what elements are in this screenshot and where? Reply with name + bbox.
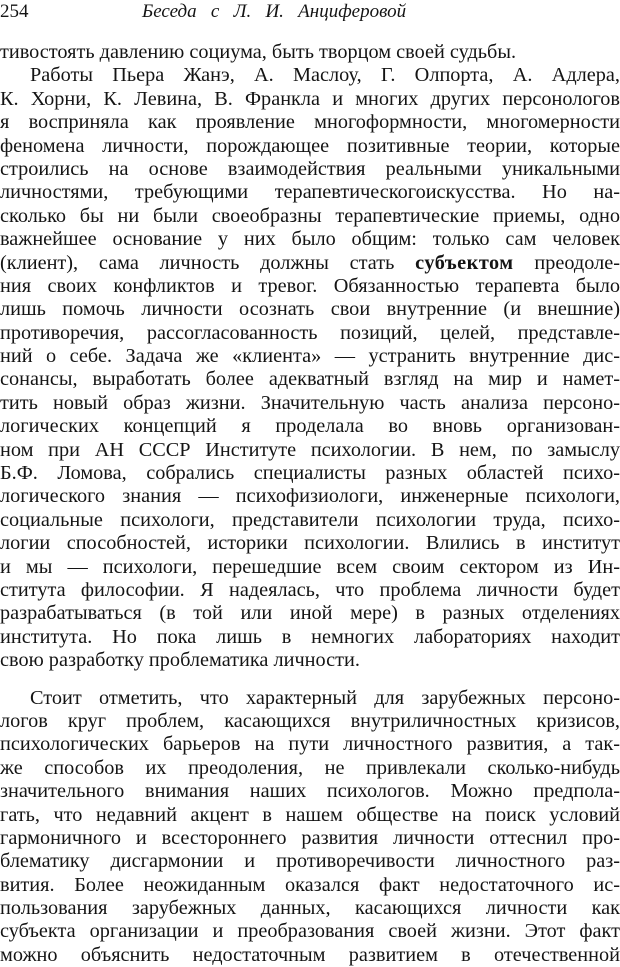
text-line: логии способностей, историки психологии. Влились в институт	[0, 532, 620, 555]
text-line: же способов их преодоления, не привлекали сколько-нибудь	[0, 756, 620, 779]
text-line: ном при АН СССР Институте психологии. В нем, по замыслу	[0, 438, 620, 461]
text-line: Б.Ф. Ломова, собрались специалисты разных областей психо-	[0, 462, 620, 485]
text-line: института. Но пока лишь в немногих лабораториях находит	[0, 625, 620, 648]
text-line: тивостоять давлению социума, быть творцом своей судьбы.	[0, 41, 517, 63]
text-line: субъекта организации и преобразования своей жизни. Этот факт	[0, 920, 620, 943]
text-segment: (клиент), сама личность должны стать	[0, 251, 416, 274]
text-line: разрабатываться (в той или иной мере) в разных отделениях	[0, 602, 620, 625]
text-line: я восприняла как проявление многоформности, многомерности	[0, 111, 620, 134]
text-line: логического знания — психофизиологи, инженерные психологи,	[0, 485, 620, 508]
text-line: важнейшее основание у них было общим: только сам человек	[0, 228, 620, 251]
text-line: гармоничного и всестороннего развития личности оттеснил про-	[0, 826, 620, 849]
text-line: феномена личности, порождающее позитивные теории, которые	[0, 134, 620, 157]
text-line: строились на основе взаимодействия реальными уникальными	[0, 157, 620, 180]
page-header	[0, 0, 620, 24]
text-line: сколько бы ни были своеобразны терапевтические приемы, одно	[0, 204, 620, 227]
text-line-with-emphasis	[0, 252, 620, 275]
text-line: ний о себе. Задача же «клиента» — устранить внутренние дис-	[0, 345, 620, 368]
text-line: логов круг проблем, касающихся внутриличностных кризисов,	[0, 709, 620, 732]
text-line: лишь помочь личности осознать свои внутренние (и внешние)	[0, 298, 620, 321]
body-text	[0, 41, 620, 967]
text-line: тить новый образ жизни. Значительную часть анализа персоно-	[0, 391, 620, 414]
text-line: пользования зарубежных данных, касающихся личности как	[0, 897, 620, 920]
text-line: социальные психологи, представители психологии труда, психо-	[0, 508, 620, 531]
text-line: логических концепций я проделала во вновь организован-	[0, 415, 620, 438]
text-line: психологических барьеров на пути личностного развития, а так-	[0, 733, 620, 756]
text-line: блематику дисгармонии и противоречивости личностного раз-	[0, 850, 620, 873]
text-line: гать, что недавний акцент в нашем обществе на поиск условий	[0, 803, 620, 826]
text-line: Работы Пьера Жанэ, А. Маслоу, Г. Олпорта, А. Адлера,	[30, 64, 620, 87]
paragraph-spacer	[0, 673, 620, 687]
paragraph-3	[0, 687, 620, 967]
text-line: Стоит отметить, что характерный для зарубежных персоно-	[30, 686, 620, 709]
text-segment: преодоле-	[513, 251, 620, 274]
text-line: значительного внимания наших психологов. Можно предпола-	[0, 780, 620, 803]
text-line: К. Хорни, К. Левина, В. Франкла и многих других персонологов	[0, 87, 620, 110]
text-line: и мы — психологи, перешедшие всем своим сектором из Ин-	[0, 555, 620, 578]
running-title: Беседа с Л. И. Анциферовой	[142, 1, 407, 22]
paragraph-2	[0, 64, 620, 672]
paragraph-1	[0, 41, 620, 64]
page-number: 254	[0, 1, 29, 22]
text-line: ния своих конфликтов и тревог. Обязанностью терапевта было	[0, 274, 620, 297]
text-line: вития. Более неожиданным оказался факт недостаточного ис-	[0, 873, 620, 896]
text-line: личностями, требующими терапевтическогоискусства. Но на-	[0, 181, 620, 204]
text-line: противоречия, рассогласованность позиций, целей, представле-	[0, 321, 620, 344]
text-line: ститута философии. Я надеялась, что проблема личности будет	[0, 578, 620, 601]
text-line: свою разработку проблематика личности.	[0, 649, 360, 672]
emphasized-term: субъектом	[415, 251, 514, 274]
text-line: можно объяснить недостаточным развитием в отечественной	[0, 943, 620, 966]
text-line: сонансы, выработать более адекватный взгляд на мир и намет-	[0, 368, 620, 391]
